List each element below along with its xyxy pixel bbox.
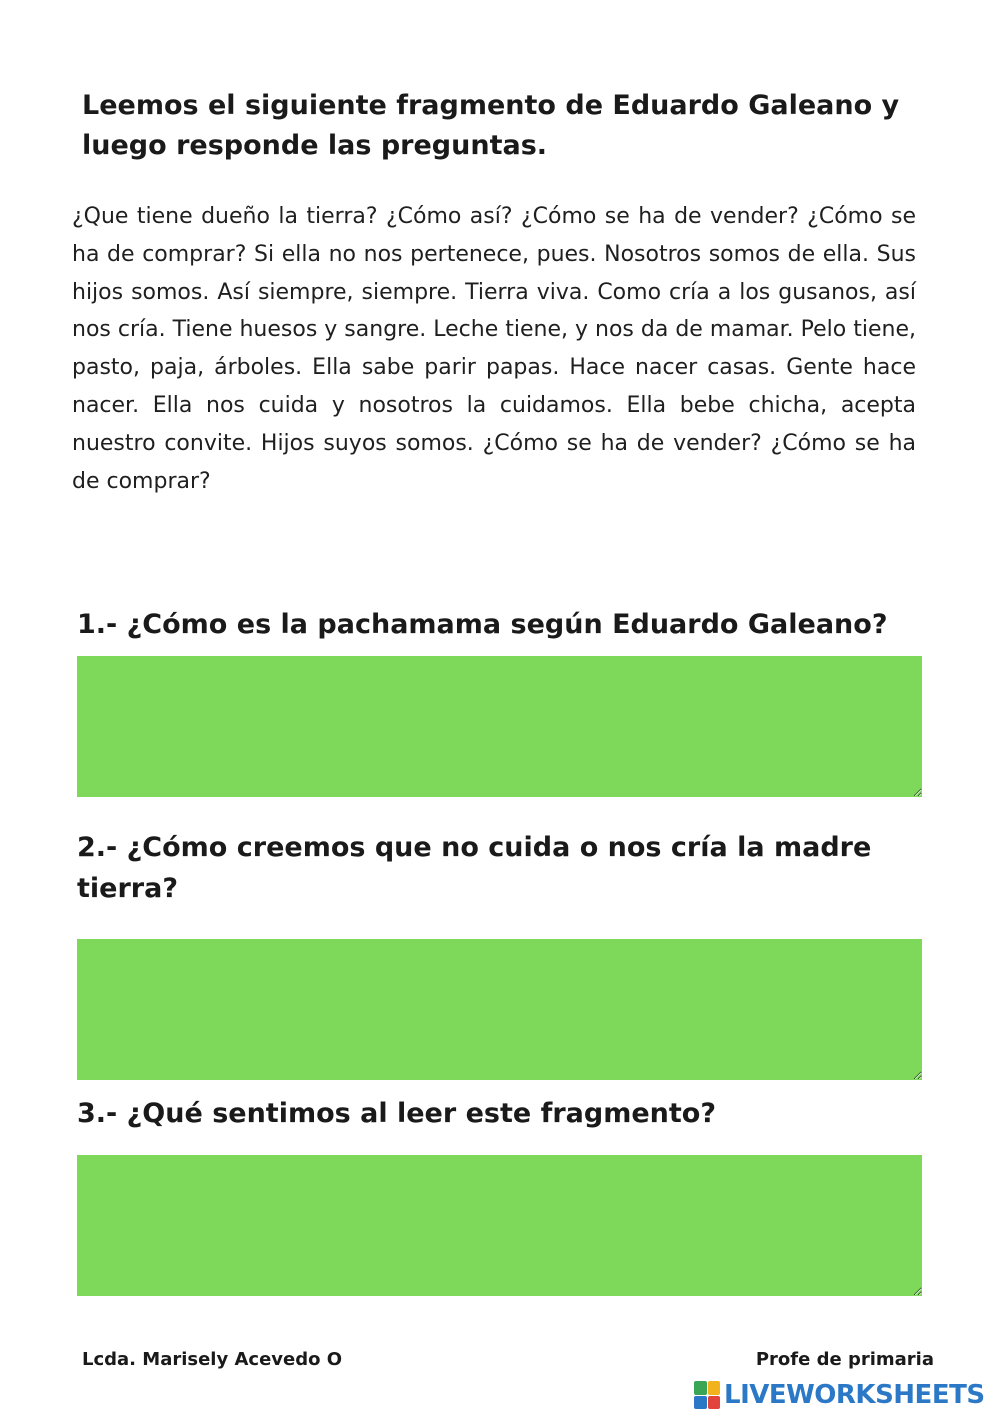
logo-square-3: [694, 1396, 707, 1410]
logo-square-2: [708, 1381, 721, 1395]
instructions-heading: Leemos el siguiente fragmento de Eduardo Galeano y luego responde las preguntas.: [82, 90, 900, 161]
footer-role: Profe de primaria: [755, 1349, 934, 1370]
question-3: 3.- ¿Qué sentimos al leer este fragmento?: [77, 1098, 716, 1129]
answer-box-2[interactable]: [77, 939, 922, 1080]
reading-passage: ¿Que tiene dueño la tierra? ¿Cómo así? ¿Cómo se ha de vender? ¿Cómo se ha de comprar? Si ella no nos pertenece, pues. Nosotros somos de ella. Sus hijos somos. Así siempre, siempre. Tierra viva. Como cría a los gusanos, así nos cría. Tiene huesos y sangre. Leche tiene, y nos da de mamar. Pelo tiene, pasto, paja, árboles. Ella sabe parir papas. Hace nacer casas. Gente hace nacer. Ella nos cuida y nosotros la cuidamos. Ella bebe chicha, acepta nuestro convite. Hijos suyos somos. ¿Cómo se ha de vender? ¿Cómo se ha de comprar?: [72, 204, 916, 494]
answer-box-3[interactable]: [77, 1155, 922, 1296]
liveworksheets-logo-icon: [694, 1381, 720, 1409]
answer-box-1[interactable]: [77, 656, 922, 797]
brand-logo: [694, 1378, 985, 1412]
logo-square-1: [694, 1381, 707, 1395]
logo-square-4: [708, 1396, 721, 1410]
question-1: 1.- ¿Cómo es la pachamama según Eduardo Galeano?: [77, 609, 888, 640]
footer-author: Lcda. Marisely Acevedo O: [82, 1349, 343, 1370]
question-2: 2.- ¿Cómo creemos que no cuida o nos cría la madre tierra?: [77, 832, 872, 904]
brand-name: LIVEWORKSHEETS: [724, 1380, 985, 1410]
